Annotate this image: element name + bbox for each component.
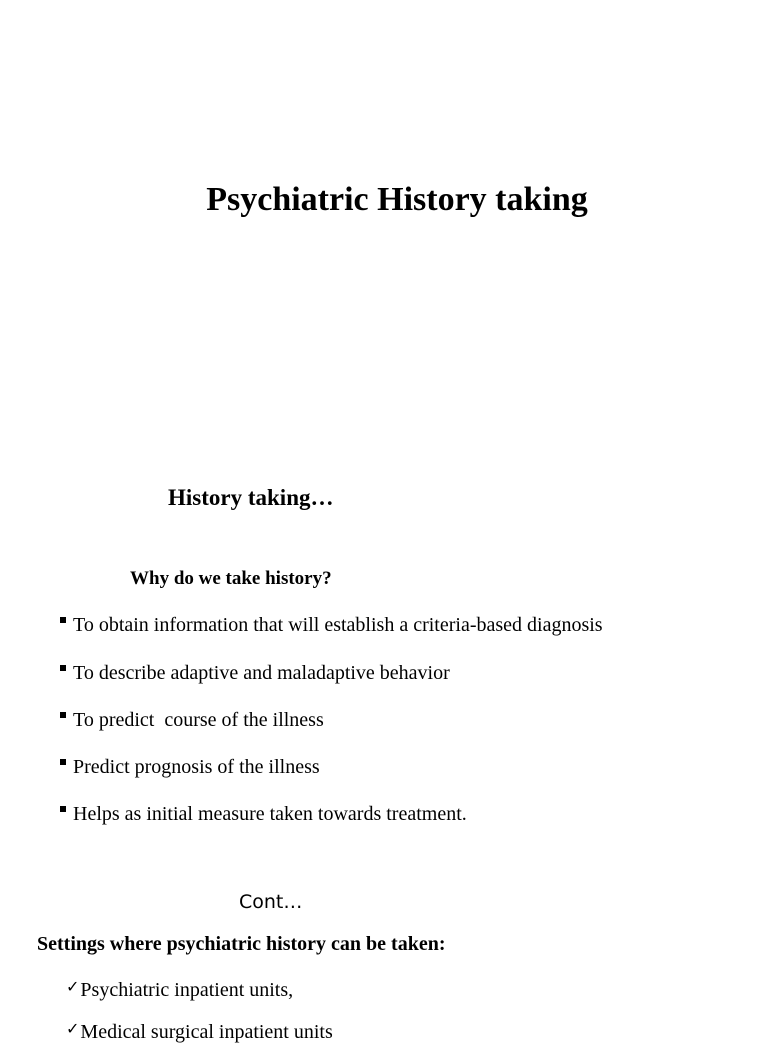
settings-item-text: Medical surgical inpatient units: [80, 1021, 333, 1043]
question-heading: Why do we take history?: [130, 568, 332, 589]
square-bullet-icon: [60, 665, 66, 671]
settings-heading: Settings where psychiatric history can be taken:: [37, 933, 446, 955]
section-heading: History taking…: [168, 485, 334, 510]
square-bullet-icon: [60, 617, 66, 623]
continuation-label: Cont…: [239, 891, 303, 913]
page-title: Psychiatric History taking: [206, 181, 588, 218]
square-bullet-icon: [60, 712, 66, 718]
bullet-item: [60, 660, 450, 686]
bullet-text: To describe adaptive and maladaptive behavior: [73, 662, 450, 684]
bullet-text: To predict course of the illness: [73, 709, 324, 731]
settings-item-text: Psychiatric inpatient units,: [80, 979, 294, 1001]
settings-list-item: [66, 974, 293, 1003]
bullet-item: [60, 754, 320, 780]
bullet-item: [60, 707, 324, 733]
checkmark-icon: ✓: [66, 977, 80, 996]
square-bullet-icon: [60, 806, 66, 812]
checkmark-icon: ✓: [66, 1019, 80, 1038]
bullet-text: Helps as initial measure taken towards treatment.: [73, 803, 467, 825]
bullet-text: To obtain information that will establish a criteria-based diagnosis: [73, 614, 603, 636]
square-bullet-icon: [60, 759, 66, 765]
bullet-item: [60, 801, 467, 827]
bullet-text: Predict prognosis of the illness: [73, 756, 320, 778]
settings-list-item: [66, 1016, 333, 1045]
bullet-item: [60, 612, 603, 638]
